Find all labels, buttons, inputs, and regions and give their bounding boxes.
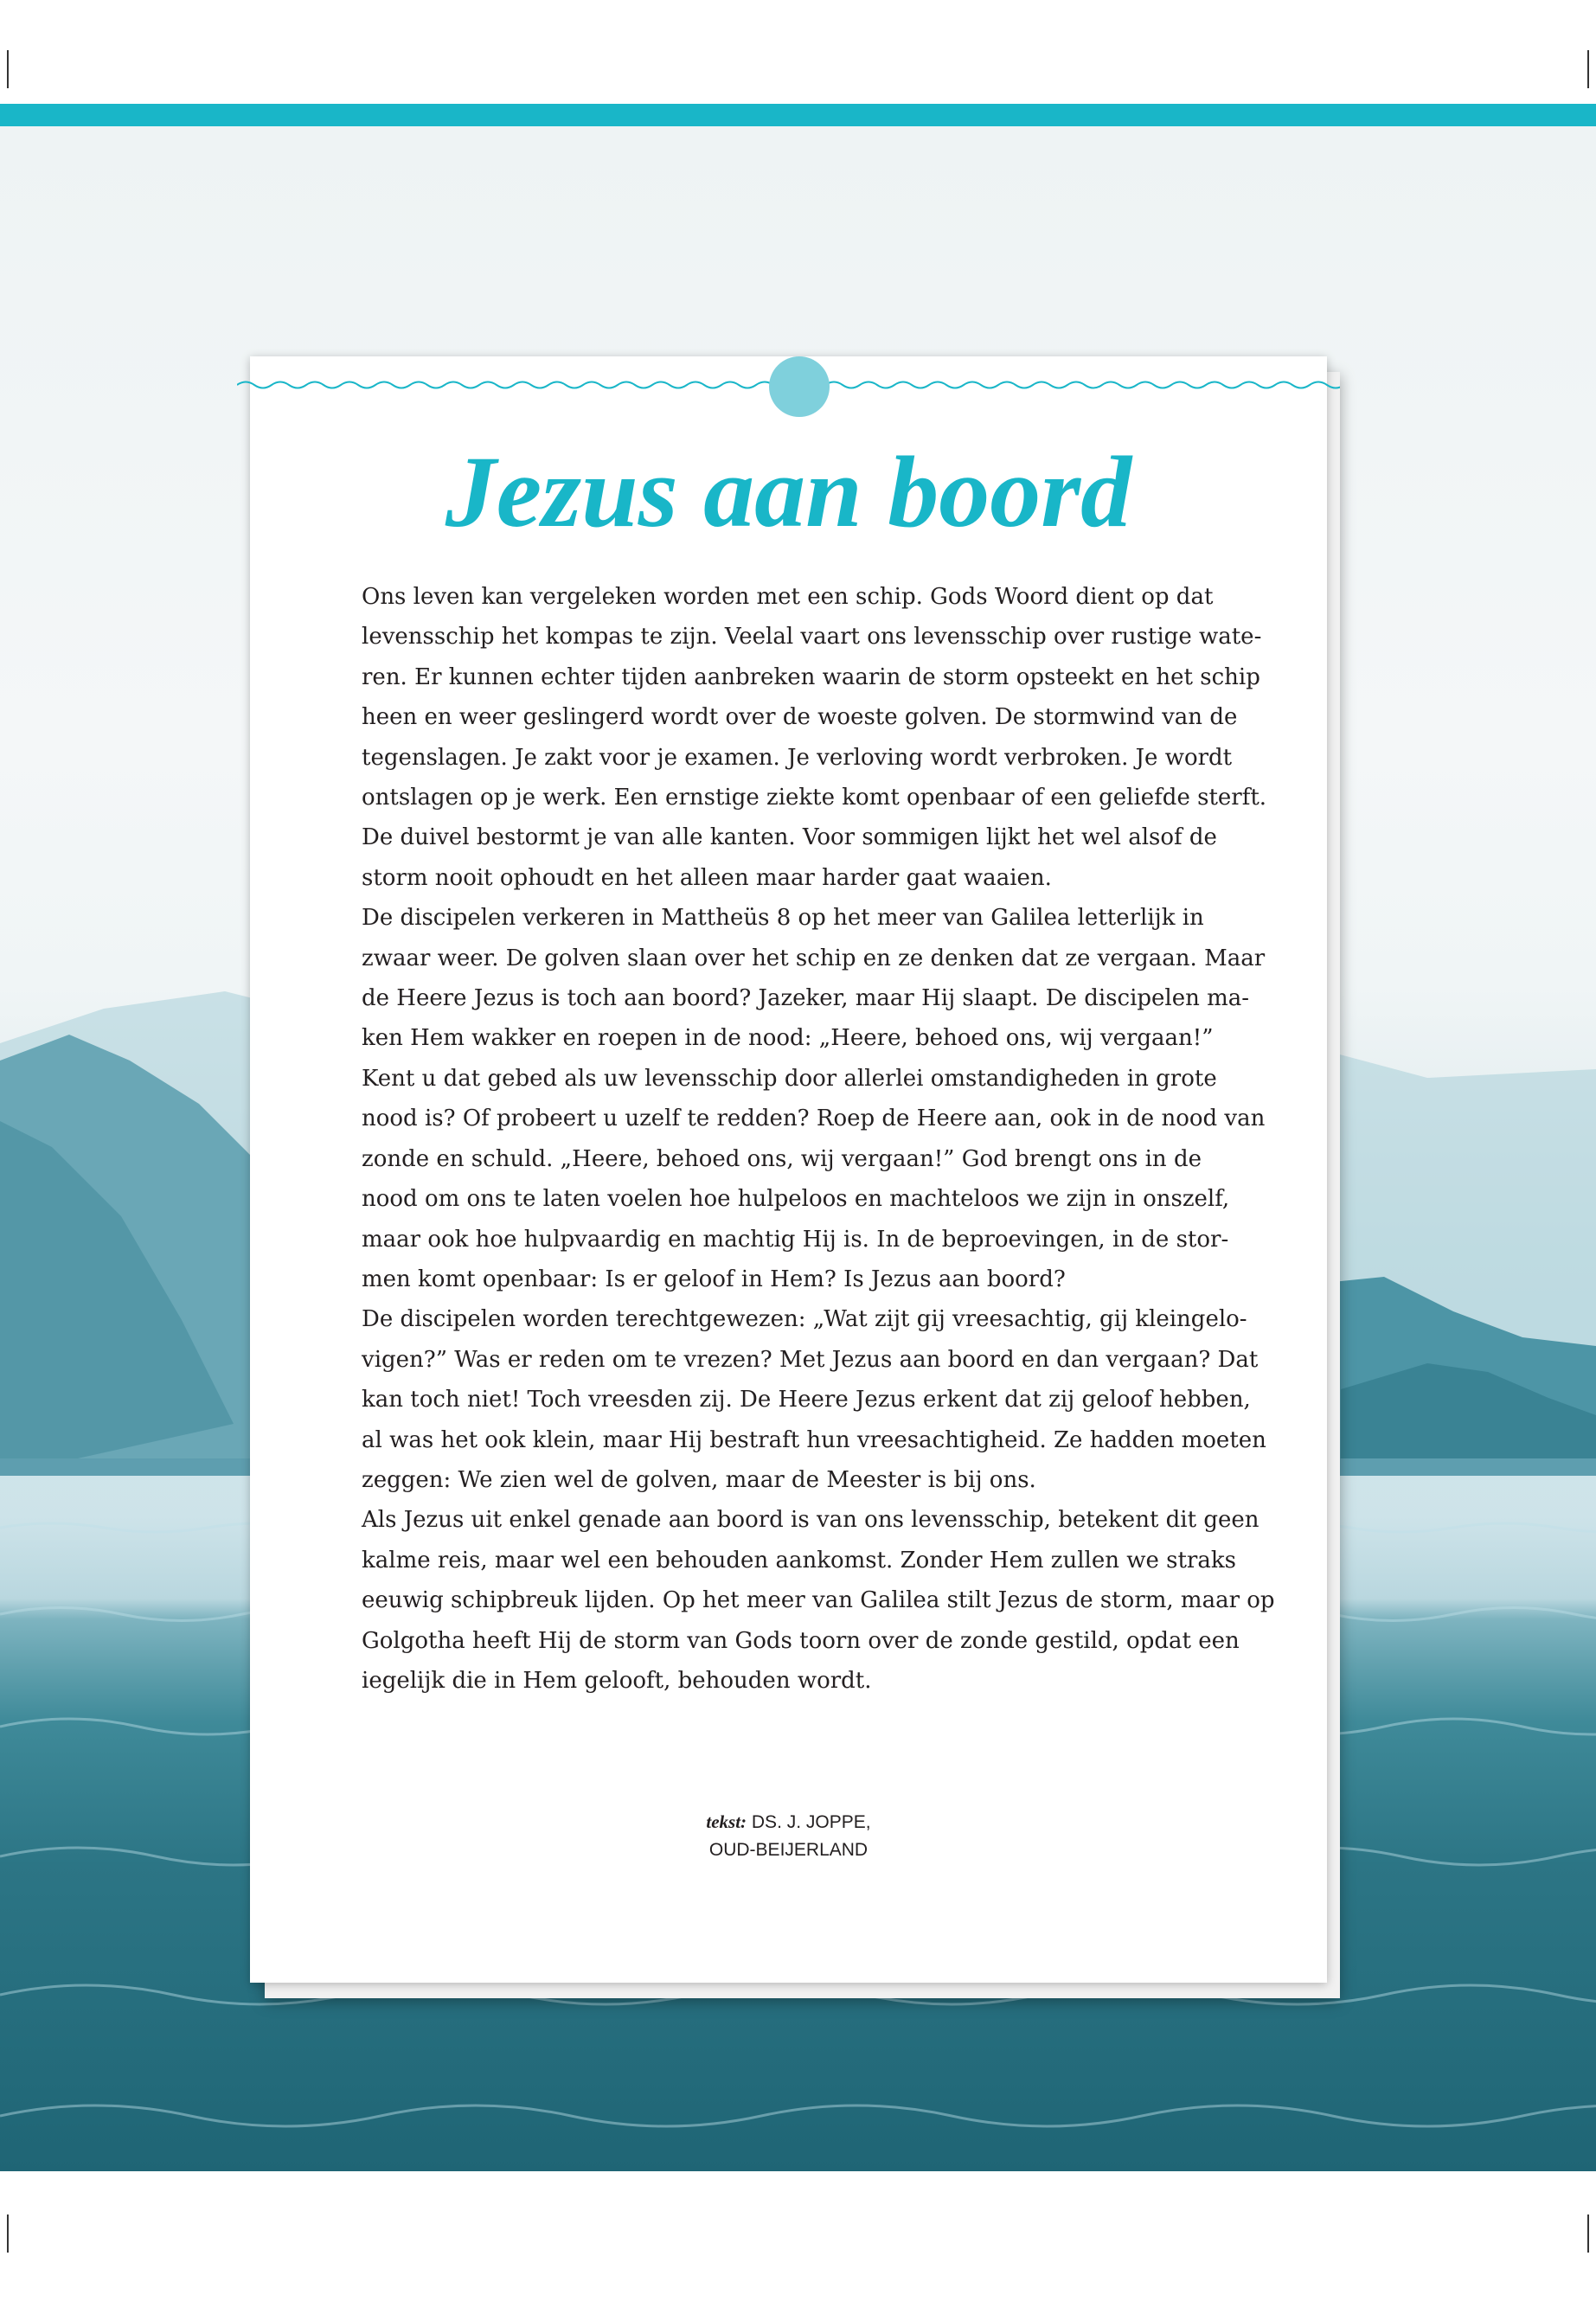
header-accent-bar xyxy=(0,104,1596,126)
article-title: Jezus aan boord xyxy=(445,435,1132,548)
credit-author: DS. J. JOPPE, xyxy=(751,1812,871,1832)
crop-mark-bottom-left xyxy=(7,2214,9,2253)
body-line: Golgotha heeft Hij de storm van Gods toorn over de zonde gestild, opdat een xyxy=(362,1627,1240,1654)
author-credit xyxy=(250,1808,1327,1864)
credit-place: OUD-BEIJERLAND xyxy=(708,1840,869,1860)
crop-mark-bottom-right xyxy=(1587,2214,1589,2253)
body-line: nood om ons te laten voelen hoe hulpeloos en machteloos we zijn in onszelf, xyxy=(362,1186,1230,1213)
body-line: kalme reis, maar wel een behouden aankomst. Zonder Hem zullen we straks xyxy=(362,1547,1236,1574)
body-line: storm nooit ophoudt en het alleen maar harder gaat waaien. xyxy=(362,864,1052,891)
body-line: ren. Er kunnen echter tijden aanbreken waarin de storm opsteekt en het schip xyxy=(362,663,1260,690)
crop-mark-top-right xyxy=(1587,50,1589,88)
crop-mark-top-left xyxy=(7,50,9,88)
body-line: zwaar weer. De golven slaan over het schip en ze denken dat ze vergaan. Maar xyxy=(362,945,1266,971)
body-line: iegelijk die in Hem gelooft, behouden wordt. xyxy=(362,1667,872,1694)
body-line: ontslagen op je werk. Een ernstige ziekte komt openbaar of een geliefde sterft. xyxy=(362,785,1267,811)
circle-ornament xyxy=(769,356,830,417)
body-line: levensschip het kompas te zijn. Veelal vaart ons levensschip over rustige wate- xyxy=(362,624,1262,651)
body-line: vigen?” Was er reden om te vrezen? Met Jezus aan boord en dan vergaan? Dat xyxy=(362,1346,1259,1373)
body-line: de Heere Jezus is toch aan boord? Jazeker, maar Hij slaapt. De discipelen ma- xyxy=(362,985,1250,1012)
body-line: men komt openbaar: Is er geloof in Hem? Is Jezus aan boord? xyxy=(362,1266,1066,1292)
body-line: Kent u dat gebed als uw levensschip door allerlei omstandigheden in grote xyxy=(362,1065,1217,1092)
body-line: al was het ook klein, maar Hij bestraft hun vreesachtigheid. Ze hadden moeten xyxy=(362,1426,1266,1453)
body-line: nood is? Of probeert u uzelf te redden? Roep de Heere aan, ook in de nood van xyxy=(362,1106,1266,1132)
article-card xyxy=(250,356,1327,1983)
body-line: maar ook hoe hulpvaardig en machtig Hij is. In de beproevingen, in de stor- xyxy=(362,1226,1229,1253)
body-line: tegenslagen. Je zakt voor je examen. Je verloving wordt verbroken. Je wordt xyxy=(362,744,1233,771)
body-line: De duivel bestormt je van alle kanten. Voor sommigen lijkt het wel alsof de xyxy=(362,824,1217,851)
body-line: De discipelen worden terechtgewezen: „Wat zijt gij vreesachtig, gij kleingelo- xyxy=(362,1306,1247,1333)
body-line: heen en weer geslingerd wordt over de woeste golven. De stormwind van de xyxy=(362,704,1238,731)
body-line: zonde en schuld. „Heere, behoed ons, wij vergaan!” God brengt ons in de xyxy=(362,1145,1202,1172)
credit-label: tekst: xyxy=(706,1811,747,1832)
body-line: Ons leven kan vergeleken worden met een schip. Gods Woord dient op dat xyxy=(362,584,1214,610)
body-line: kan toch niet! Toch vreesden zij. De Heere Jezus erkent dat zij geloof hebben, xyxy=(362,1387,1251,1413)
body-line: ken Hem wakker en roepen in de nood: „Heere, behoed ons, wij vergaan!” xyxy=(362,1025,1214,1052)
body-line: De discipelen verkeren in Mattheüs 8 op het meer van Galilea letterlijk in xyxy=(362,905,1204,932)
body-line: zeggen: We zien wel de golven, maar de Meester is bij ons. xyxy=(362,1466,1036,1493)
body-line: eeuwig schipbreuk lijden. Op het meer van Galilea stilt Jezus de storm, maar op xyxy=(362,1587,1275,1614)
article-body xyxy=(362,577,1275,1701)
body-line: Als Jezus uit enkel genade aan boord is van ons levensschip, betekent dit geen xyxy=(362,1507,1259,1534)
